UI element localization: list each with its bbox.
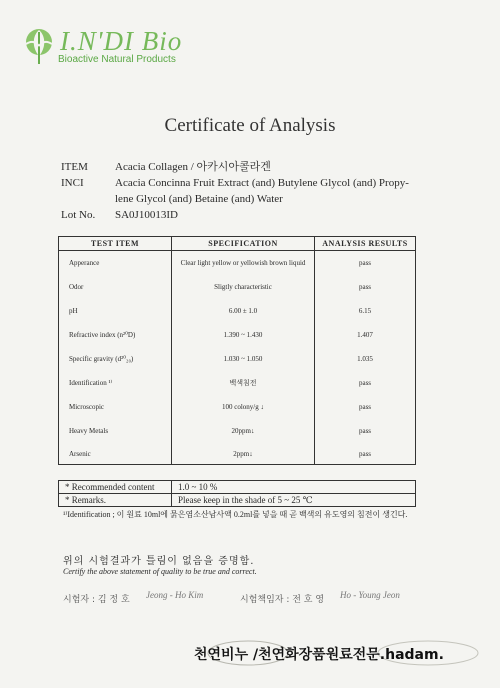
analysis-table xyxy=(58,236,416,465)
document-title: Certificate of Analysis xyxy=(164,115,336,136)
table-row xyxy=(59,419,416,443)
table-row xyxy=(59,275,416,299)
logo-name: I.N'DI Bio xyxy=(60,26,183,56)
specification: 100 colony/g ↓ xyxy=(172,395,315,419)
table-header-row xyxy=(59,237,416,251)
item-label: ITEM xyxy=(61,161,88,173)
recommended-content-row xyxy=(59,481,416,494)
leaf-logo-icon xyxy=(22,26,58,66)
test-item: Odor xyxy=(59,275,172,299)
watermark-text: 천연비누 /천연화장품원료전문.hadam. xyxy=(194,647,444,663)
manager-signature: Ho - Young Jeon xyxy=(340,590,400,600)
logo-tagline: Bioactive Natural Products xyxy=(58,54,176,65)
result: pass xyxy=(315,371,416,395)
table-row xyxy=(59,299,416,323)
remarks-label: * Remarks. xyxy=(59,494,172,507)
certification-statement-english: Certify the above statement of quality to be true and correct. xyxy=(63,567,257,576)
remarks-row xyxy=(59,494,416,507)
test-item: Apperance xyxy=(59,251,172,276)
company-logo xyxy=(22,26,182,70)
test-item: pH xyxy=(59,299,172,323)
specification: 1.390 ~ 1.430 xyxy=(172,323,315,347)
tester-signature: Jeong - Ho Kim xyxy=(146,590,204,600)
inci-value-line1: Acacia Concinna Fruit Extract (and) Butylene Glycol (and) Propy- xyxy=(115,177,409,189)
table-row xyxy=(59,443,416,465)
test-item: Microscopic xyxy=(59,395,172,419)
result: 6.15 xyxy=(315,299,416,323)
test-item: Specific gravity (d²⁰₂₀) xyxy=(59,347,172,371)
lot-label: Lot No. xyxy=(61,209,96,221)
recommended-content-value: 1.0 ~ 10 % xyxy=(172,481,416,494)
result: pass xyxy=(315,443,416,465)
specification: 백색침전 xyxy=(172,371,315,395)
item-value: Acacia Collagen / 아카시아콜라겐 xyxy=(115,161,271,173)
test-item: Arsenic xyxy=(59,443,172,465)
specification: 6.00 ± 1.0 xyxy=(172,299,315,323)
specification: 1.030 ~ 1.050 xyxy=(172,347,315,371)
specification: 2ppm↓ xyxy=(172,443,315,465)
table-row xyxy=(59,347,416,371)
header-analysis-results: ANALYSIS RESULTS xyxy=(315,237,416,251)
test-item: Identification ¹⁾ xyxy=(59,371,172,395)
recommended-content-label: * Recommended content xyxy=(59,481,172,494)
header-specification: SPECIFICATION xyxy=(172,237,315,251)
test-item: Heavy Metals xyxy=(59,419,172,443)
result: pass xyxy=(315,251,416,276)
result: 1.035 xyxy=(315,347,416,371)
specification: 20ppm↓ xyxy=(172,419,315,443)
table-row xyxy=(59,323,416,347)
inci-value-line2: lene Glycol (and) Betaine (and) Water xyxy=(115,193,283,205)
table-row xyxy=(59,371,416,395)
remarks-value: Please keep in the shade of 5 ~ 25 ℃ xyxy=(172,494,416,507)
result: pass xyxy=(315,419,416,443)
certification-statement-korean: 위의 시험결과가 틀림이 없음을 증명함. xyxy=(63,556,255,567)
header-test-item: TEST ITEM xyxy=(59,237,172,251)
inci-label: INCI xyxy=(61,177,84,189)
table-row xyxy=(59,251,416,276)
result: pass xyxy=(315,275,416,299)
test-item: Refractive index (n²⁰D) xyxy=(59,323,172,347)
manager-name: 시험책임자 : 전 호 영 xyxy=(240,595,325,605)
specification: Clear light yellow or yellowish brown liquid xyxy=(172,251,315,276)
remarks-table xyxy=(58,480,416,507)
identification-footnote: ¹⁾Identification ; 이 원료 10ml에 묽은염소산남사액 0.2ml를 넣을 때 곧 백색의 유도영의 침전이 생긴다. xyxy=(63,510,408,519)
lot-value: SA0J10013ID xyxy=(115,209,178,221)
result: 1.407 xyxy=(315,323,416,347)
specification: Sligtly characteristic xyxy=(172,275,315,299)
result: pass xyxy=(315,395,416,419)
tester-name: 시험자 : 김 정 호 xyxy=(63,595,130,605)
table-row xyxy=(59,395,416,419)
